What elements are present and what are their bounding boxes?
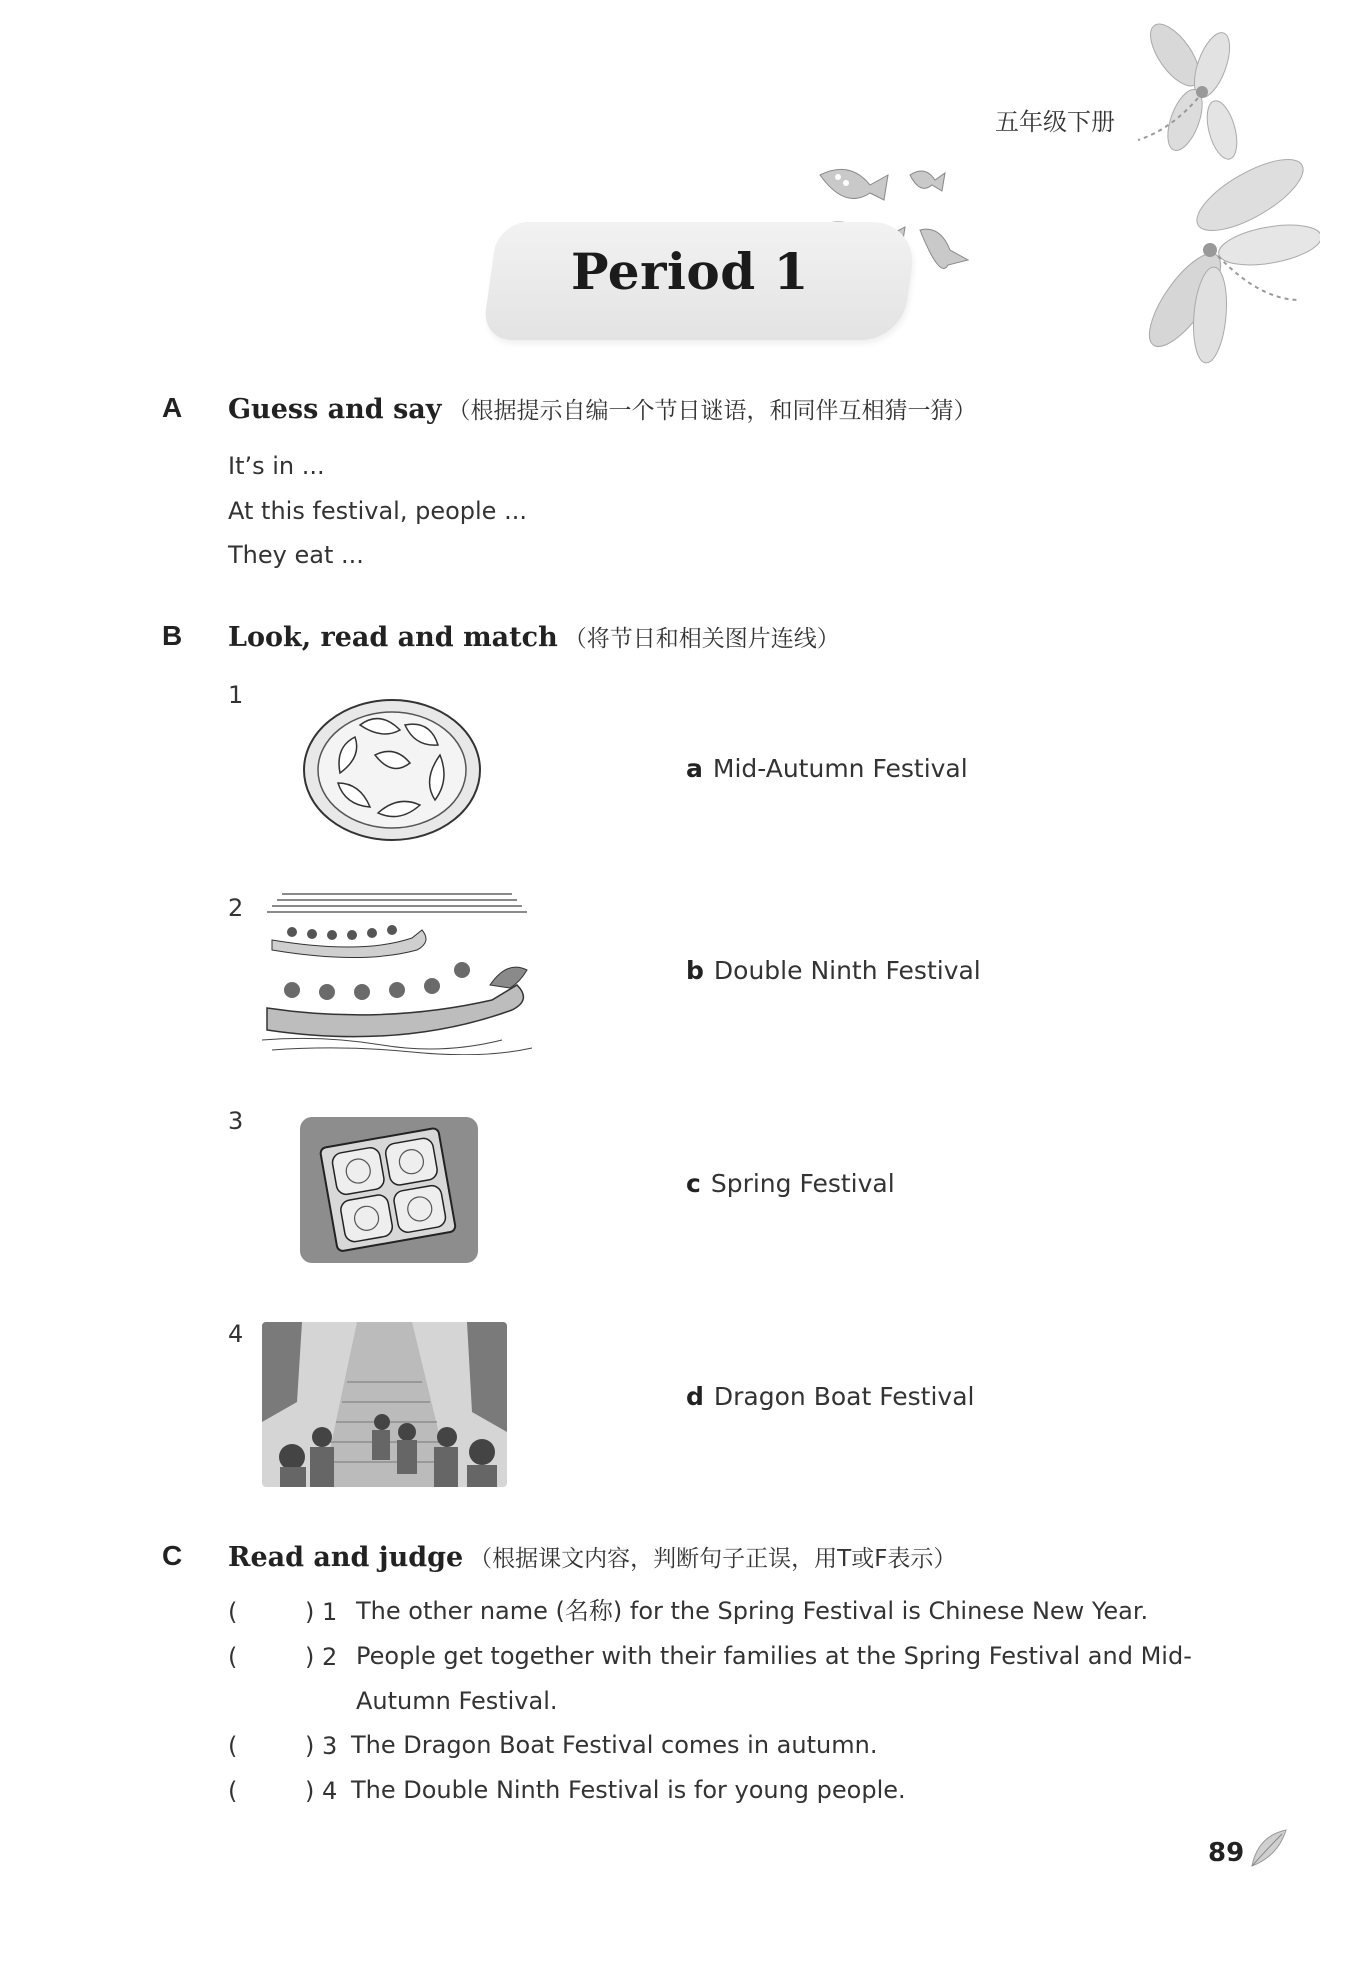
section-b-letter: B bbox=[162, 620, 183, 651]
dumplings-plate-image bbox=[300, 695, 485, 845]
match-item-2-number: 2 bbox=[228, 894, 244, 922]
section-c-instruction: （根据课文内容，判断句子正误，用T或F表示） bbox=[469, 1546, 957, 1572]
match-option-b bbox=[686, 956, 981, 985]
dragon-boat-race-image bbox=[262, 890, 537, 1055]
page-title: Period 1 bbox=[571, 242, 809, 301]
guess-line-1: It’s in ... bbox=[228, 452, 325, 480]
dragonfly-top-icon bbox=[1130, 20, 1250, 170]
section-b-title bbox=[228, 620, 840, 653]
judge-4-text: The Double Ninth Festival is for young people. bbox=[351, 1776, 906, 1804]
judge-3-text: The Dragon Boat Festival comes in autumn. bbox=[351, 1731, 878, 1759]
match-option-b-letter: b bbox=[686, 956, 704, 985]
match-option-d-letter: d bbox=[686, 1382, 704, 1411]
judge-1-text: The other name (名称) for the Spring Festival is Chinese New Year. bbox=[356, 1597, 1149, 1625]
grade-label: 五年级下册 bbox=[995, 108, 1115, 136]
section-c-heading: Read and judge bbox=[228, 1542, 464, 1573]
section-a-instruction: （根据提示自编一个节日谜语，和同伴互相猜一猜） bbox=[447, 398, 977, 424]
section-c-letter: C bbox=[162, 1540, 183, 1571]
match-option-b-text: Double Ninth Festival bbox=[713, 956, 981, 985]
match-option-d-text: Dragon Boat Festival bbox=[713, 1382, 975, 1411]
guess-line-2: At this festival, people ... bbox=[228, 497, 527, 525]
match-item-4-number: 4 bbox=[228, 1320, 244, 1348]
mountain-climbing-image bbox=[262, 1322, 507, 1487]
match-option-c-letter: c bbox=[686, 1169, 701, 1198]
section-b-instruction: （将节日和相关图片连线） bbox=[563, 626, 840, 652]
match-option-c bbox=[686, 1169, 895, 1198]
leaf-icon bbox=[1248, 1826, 1290, 1870]
judge-3-number: ) 3 bbox=[305, 1732, 338, 1760]
match-option-c-text: Spring Festival bbox=[710, 1169, 895, 1198]
judge-1-open-paren: ( bbox=[228, 1598, 238, 1626]
judge-4-number: ) 4 bbox=[305, 1777, 338, 1805]
match-option-d bbox=[686, 1382, 974, 1411]
match-option-a-letter: a bbox=[686, 754, 703, 783]
judge-2-number: ) 2 bbox=[305, 1643, 338, 1671]
judge-2-open-paren: ( bbox=[228, 1643, 238, 1671]
section-a-title bbox=[228, 392, 976, 425]
match-option-a-text: Mid-Autumn Festival bbox=[712, 754, 968, 783]
judge-2-text: People get together with their families at the Spring Festival and Mid-Autumn Festival. bbox=[356, 1642, 1192, 1715]
dragonfly-right-icon bbox=[1130, 150, 1320, 370]
match-item-3-number: 3 bbox=[228, 1107, 244, 1135]
section-b-heading: Look, read and match bbox=[228, 622, 558, 653]
section-c-title bbox=[228, 1540, 956, 1573]
judge-1-number: ) 1 bbox=[305, 1598, 338, 1626]
page-number: 89 bbox=[1208, 1838, 1245, 1868]
mooncakes-box-image bbox=[298, 1115, 480, 1265]
section-a-heading: Guess and say bbox=[228, 394, 442, 425]
judge-4-open-paren: ( bbox=[228, 1777, 238, 1805]
match-option-a bbox=[686, 754, 968, 783]
judge-3-open-paren: ( bbox=[228, 1732, 238, 1760]
match-item-1-number: 1 bbox=[228, 681, 244, 709]
guess-line-3: They eat ... bbox=[228, 541, 364, 569]
section-a-letter: A bbox=[162, 392, 183, 423]
